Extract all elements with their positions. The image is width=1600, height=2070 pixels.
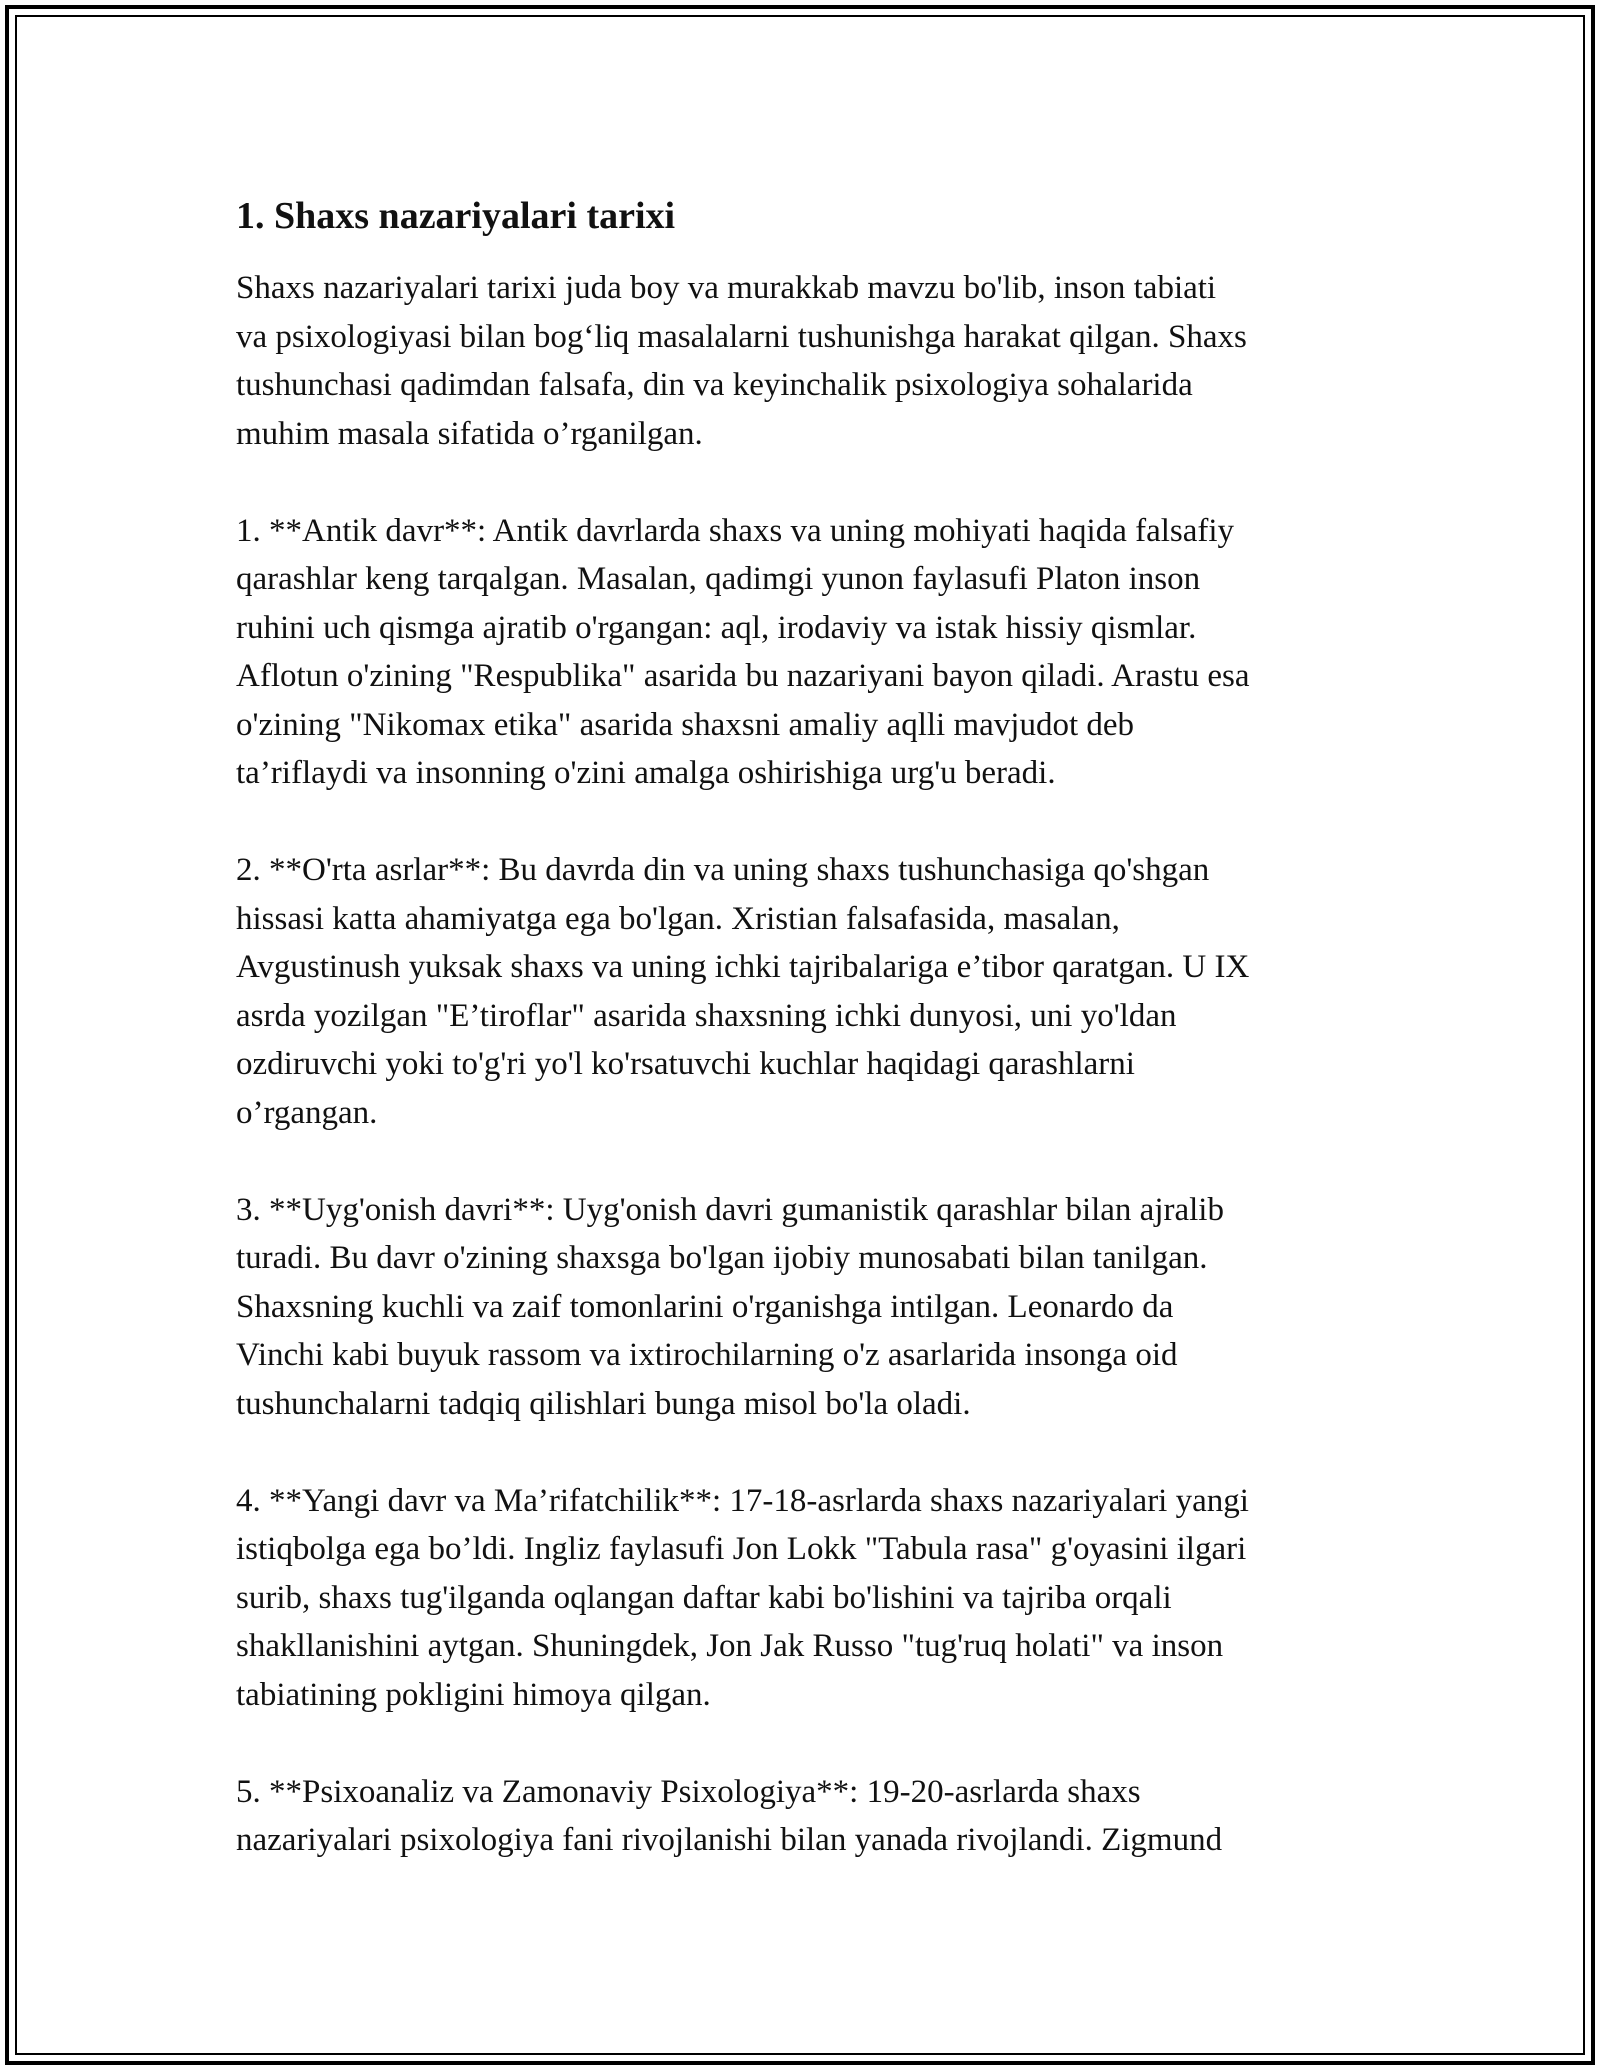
text-line: muhim masala sifatida o’rganilgan.	[236, 415, 703, 452]
paragraph-yangi-davr	[236, 1477, 1376, 1720]
text-line: hissasi katta ahamiyatga ega bo'lgan. Xristian falsafasida, masalan,	[236, 900, 1120, 937]
text-line: tushunchalarni tadqiq qilishlari bunga misol bo'la oladi.	[236, 1385, 971, 1422]
text-line: istiqbolga ega bo’ldi. Ingliz faylasufi Jon Lokk "Tabula rasa" g'oyasini ilgari	[236, 1531, 1247, 1567]
text-line: shakllanishini aytgan. Shuningdek, Jon Jak Russo "tug'ruq holati" va inson	[236, 1628, 1224, 1664]
text-line: tushunchasi qadimdan falsafa, din va keyinchalik psixologiya sohalarida	[236, 367, 1193, 403]
paragraph-antik-davr	[236, 507, 1376, 798]
paragraph-uygonish-davri	[236, 1186, 1376, 1429]
document-body	[236, 188, 1376, 1913]
text-line: ta’riflaydi va insonning o'zini amalga oshirishiga urg'u beradi.	[236, 755, 1056, 791]
text-line: asrda yozilgan "E’tiroflar" asarida shaxsning ichki dunyosi, uni yo'ldan	[236, 997, 1177, 1034]
text-line: 2. **O'rta asrlar**: Bu davrda din va uning shaxs tushunchasiga qo'shgan	[236, 852, 1210, 888]
text-line: Shaxs nazariyalari tarixi juda boy va murakkab mavzu bo'lib, inson tabiati	[236, 270, 1217, 306]
text-line: Vinchi kabi buyuk rassom va ixtirochilarning o'z asarlarida insonga oid	[236, 1337, 1178, 1373]
document-title: 1. Shaxs nazariyalari tarixi	[236, 195, 676, 237]
text-line: turadi. Bu davr o'zining shaxsga bo'lgan ijobiy munosabati bilan tanilgan.	[236, 1240, 1208, 1276]
paragraph-intro	[236, 264, 1376, 458]
text-line: va psixologiyasi bilan bog‘liq masalalarni tushunishga harakat qilgan. Shaxs	[236, 318, 1247, 355]
text-line: 3. **Uyg'onish davri**: Uyg'onish davri gumanistik qarashlar bilan ajralib	[236, 1191, 1224, 1228]
text-line: o’rgangan.	[236, 1094, 378, 1131]
text-line: tabiatining pokligini himoya qilgan.	[236, 1676, 711, 1713]
text-line: qarashlar keng tarqalgan. Masalan, qadimgi yunon faylasufi Platon inson	[236, 561, 1201, 597]
paragraph-psixoanaliz	[236, 1768, 1376, 1865]
text-line: nazariyalari psixologiya fani rivojlanishi bilan yanada rivojlandi. Zigmund	[236, 1822, 1223, 1858]
paragraph-orta-asrlar	[236, 846, 1376, 1137]
text-line: Aflotun o'zining "Respublika" asarida bu nazariyani bayon qiladi. Arastu esa	[236, 658, 1250, 694]
text-line: Shaxsning kuchli va zaif tomonlarini o'rganishga intilgan. Leonardo da	[236, 1288, 1174, 1325]
text-line: 5. **Psixoanaliz va Zamonaviy Psixologiya**: 19-20-asrlarda shaxs	[236, 1773, 1141, 1810]
text-line: 1. **Antik davr**: Antik davrlarda shaxs va uning mohiyati haqida falsafiy	[236, 512, 1235, 549]
text-line: ozdiruvchi yoki to'g'ri yo'l ko'rsatuvchi kuchlar haqidagi qarashlarni	[236, 1046, 1135, 1082]
text-line: o'zining "Nikomax etika" asarida shaxsni amaliy aqlli mavjudot deb	[236, 706, 1135, 743]
text-line: Avgustinush yuksak shaxs va uning ichki tajribalariga e’tibor qaratgan. U IX	[236, 949, 1250, 985]
text-line: 4. **Yangi davr va Ma’rifatchilik**: 17-18-asrlarda shaxs nazariyalari yangi	[236, 1482, 1249, 1519]
text-line: surib, shaxs tug'ilganda oqlangan daftar kabi bo'lishini va tajriba orqali	[236, 1579, 1172, 1616]
text-line: ruhini uch qismga ajratib o'rgangan: aql, irodaviy va istak hissiy qismlar.	[236, 609, 1197, 646]
